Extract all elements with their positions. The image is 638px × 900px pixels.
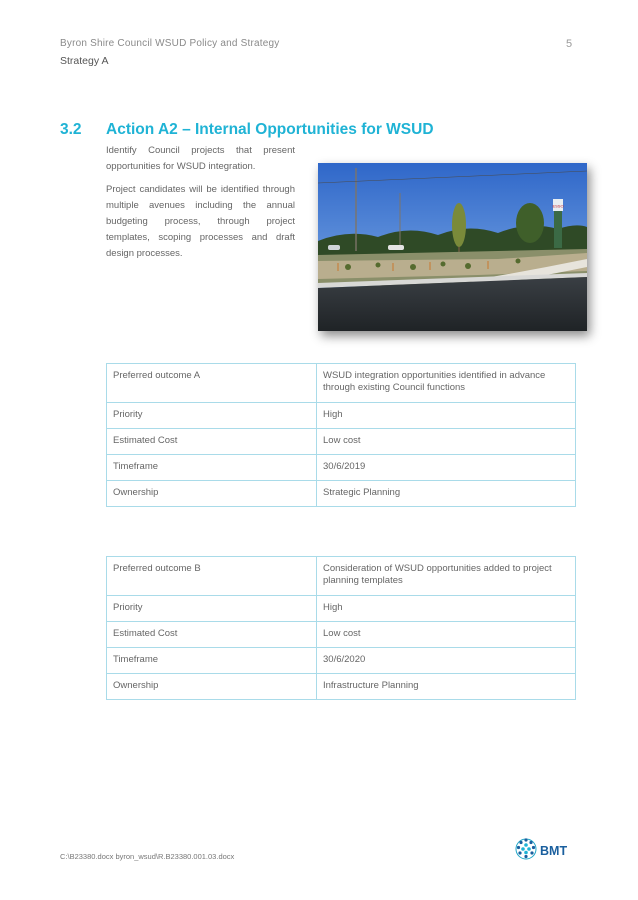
body-paragraph-1: Identify Council projects that present opportunities for WSUD integration. [106,145,295,172]
table-value-cell: Low cost [317,622,576,648]
table-value-cell: Consideration of WSUD opportunities added to project planning templates [317,557,576,596]
document-title: Byron Shire Council WSUD Policy and Strategy [60,38,280,49]
table-label-cell: Timeframe [107,648,317,674]
page-number: 5 [566,38,573,50]
table-row [107,648,576,674]
table-row [107,403,576,429]
table-label-cell: Preferred outcome A [107,364,317,403]
table-value-cell: Low cost [317,429,576,455]
table-value-cell: High [317,403,576,429]
table-row [107,557,576,596]
table-value-cell: Infrastructure Planning [317,674,576,700]
heading-number: 3.2 [60,121,82,138]
table-label-cell: Ownership [107,674,317,700]
roadside-landscaping-photo [318,163,587,331]
section-heading [60,121,434,139]
table-row [107,455,576,481]
table-label-cell: Priority [107,403,317,429]
table-row [107,481,576,507]
table-label-cell: Ownership [107,481,317,507]
table-label-cell: Estimated Cost [107,622,317,648]
outcome-table-a [106,363,576,507]
table-value-cell: Strategic Planning [317,481,576,507]
table-row [107,622,576,648]
section-label: Strategy A [60,55,109,67]
table-label-cell: Preferred outcome B [107,557,317,596]
bmt-globe-icon [516,838,536,859]
sign-text: ESSO [552,203,564,209]
outcome-table-b [106,556,576,700]
table-value-cell: WSUD integration opportunities identified in advance through existing Council functions [317,364,576,403]
table-value-cell: High [317,596,576,622]
logo-text: BMT [540,844,568,858]
table-label-cell: Priority [107,596,317,622]
table-row [107,674,576,700]
heading-title: Action A2 – Internal Opportunities for WSUD [106,121,434,138]
table-label-cell: Timeframe [107,455,317,481]
footer-file-path: C:\B23380.docx byron_wsud\R.B23380.001.03.docx [60,852,235,861]
table-row [107,364,576,403]
table-label-cell: Estimated Cost [107,429,317,455]
table-value-cell: 30/6/2020 [317,648,576,674]
table-row [107,596,576,622]
body-paragraph-2: Project candidates will be identified through multiple avenues including the annual budgeting process, through project templates, scoping processes and draft design processes. [106,184,295,259]
table-row [107,429,576,455]
table-value-cell: 30/6/2019 [317,455,576,481]
bmt-logo [515,836,577,862]
